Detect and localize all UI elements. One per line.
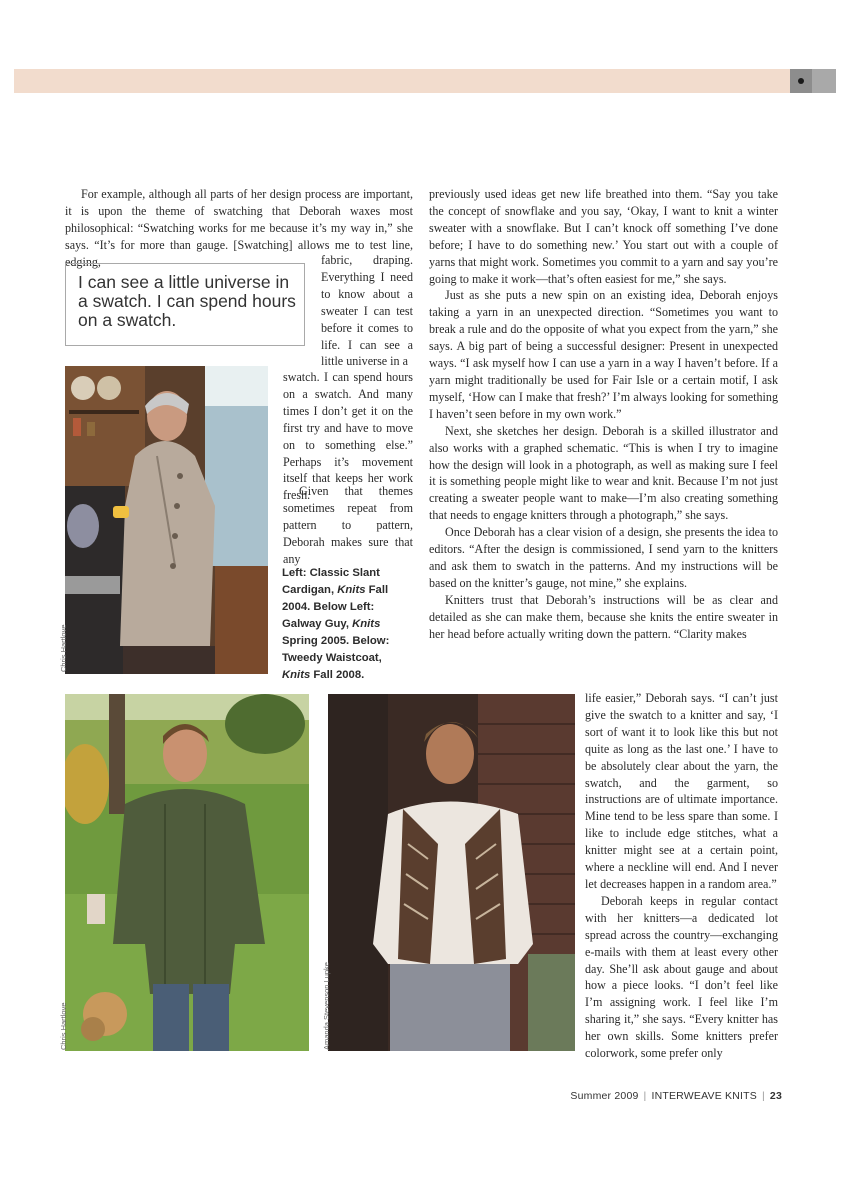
header-band: [14, 69, 790, 93]
photo-galway-guy: [65, 694, 309, 1051]
photo-classic-slant-cardigan: [65, 366, 268, 674]
left-wrap-text-2: swatch. I can spend hours on a swatch. And many times I don’t get it on the first try and have to move on to something else.” Perhaps it’s movement itself that keeps her work fresh.: [283, 370, 413, 503]
photo-credit-1: Chris Hartlove: [59, 624, 68, 672]
pull-quote: [65, 263, 305, 346]
footer-magazine: INTERWEAVE KNITS: [651, 1090, 757, 1102]
photo-caption: Left: Classic Slant Cardigan, Knits Fall 2004. Below Left: Galway Guy, Knits Spring 2005. Below: Tweedy Waistcoat, Knits Fall 2008.: [282, 567, 390, 681]
photo-tweedy-waistcoat: [328, 694, 575, 1051]
page-footer: Summer 2009 | INTERWEAVE KNITS | 23: [570, 1090, 782, 1102]
page-number: 23: [769, 1090, 782, 1102]
footer-issue: Summer 2009: [570, 1090, 639, 1102]
right-wrap-text: life easier,” Deborah says. “I can’t just give the swatch to a knitter and say, ‘I sort of want it to look like this but not quite as long as the last one.’ I have to be absolutely clear about the yarn, the swatch, and the garment, so instructions are of ultimate importance. Mine tend to be less spare than some. I like to include edge stitches, what a knitter might see at a certain point, where a neckline will end. And I never let decreases happen in a random area.” Deborah keeps in regular contact with her knitters—a dedicated lot spread across the country—exchanging e-mails with them at least every other day. She’ll ask about gauge and about how a piece looks. “I don’t feel like I’m assigning work. I feel like I’m sharing it,” she says. “Every knitter has her own skills. Some knitters prefer colorwork, some prefer only: [585, 691, 778, 1061]
pull-quote-text: I can see a little universe in a swatch. I can spend hours on a swatch.: [78, 272, 296, 330]
left-paragraph-1: For example, although all parts of her design process are important, it is upon the theme of swatching that Deborah waxes most philosophical: “Swatching works for me because it’s my way in,” she says. “It’s for more than gauge. [Swatching] allows me to test line, edging,: [65, 187, 413, 269]
page-marker-dot: [798, 78, 804, 84]
left-wrap-text-1: fabric, draping. Everything I need to know about a sweater I can test before it comes to life. I can see a little universe in a: [321, 253, 413, 369]
left-paragraph-2: Given that themes sometimes repeat from pattern to pattern, Deborah makes sure that any: [283, 484, 413, 566]
photo-credit-3: Amanda Stevenson Lupke: [322, 962, 331, 1050]
page-tab-edge: [812, 69, 836, 93]
right-column-text: previously used ideas get new life breathed into them. “Say you take the concept of snowflake and you say, ‘Okay, I want to knit a winter sweater with a snowflake. But I can’t knock off something I’ve done before; I have to do something new.’ You start out with a couple of yarns that might work. Sometimes you commit to a yarn and say you’re going to make it work—that’s often easiest for me,” she says. Just as she puts a new spin on an existing idea, Deborah enjoys taking a yarn in an unexpected direction. “Sometimes you want to break a rule and do the opposite of what you expect from the yarn,” she says. A big part of being a successful designer: Present in unexpected ways. “I ask myself how I can use a yarn in a way I haven’t before. If a yarn might traditionally be used for Fair Isle or a certain motif, I ask myself, ‘How can I make that fresh?’ I’m always looking for something I haven’t seen before in my own work.” Next, she sketches her design. Deborah is a skilled illustrator and also works with a graphed schematic. “This is when I try to imagine how the design will look in a photograph, as well as making sure I feel it is something people might like to wear and knit. Because I’m not just creating a sweater people want to make—I’m also creating something that needs to engage knitters through a photograph,” she says. Once Deborah has a clear vision of a design, she presents the idea to editors. “After the design is commissioned, I send yarn to the knitters and ask them to swatch in the patterns. And my instructions will be based on the knitter’s gauge, not mine,” she explains. Knitters trust that Deborah’s instructions will be as clear and detailed as she can make them, because she knits the entire sweater in her head before actually writing down the pattern. “Clarity makes: [429, 187, 778, 641]
photo-credit-2: Chris Hartlove: [59, 1002, 68, 1050]
